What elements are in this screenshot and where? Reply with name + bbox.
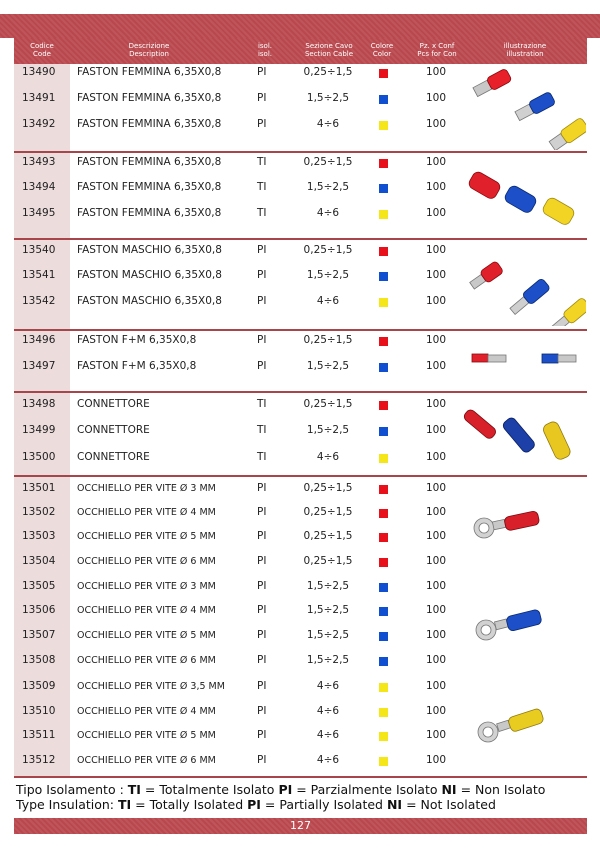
product-code: 13493 (22, 156, 56, 168)
header-illustration: illustrazione illustration (503, 42, 547, 58)
color-swatch (379, 427, 388, 436)
cable-section: 4÷6 (316, 118, 340, 130)
cable-section: 0,25÷1,5 (303, 156, 353, 168)
isolation-type: TI (257, 424, 267, 436)
group-divider (14, 475, 587, 477)
faston-fm-illustration (462, 340, 586, 380)
product-description: OCCHIELLO PER VITE Ø 3,5 MM (77, 681, 225, 692)
cable-section: 1,5÷2,5 (306, 654, 350, 666)
isolation-type: PI (257, 295, 267, 307)
isolation-type: PI (257, 705, 267, 717)
cable-section: 0,25÷1,5 (303, 334, 353, 346)
product-code: 13512 (22, 754, 56, 766)
color-swatch (379, 69, 388, 78)
product-description: FASTON MASCHIO 6,35X0,8 (77, 244, 222, 256)
isolation-type: PI (257, 555, 267, 567)
header-section: Sezione Cavo Section Cable (304, 42, 354, 58)
product-code: 13540 (22, 244, 56, 256)
header-code: Codice Code (30, 42, 54, 58)
table-header (14, 38, 587, 64)
product-code: 13508 (22, 654, 56, 666)
product-description: FASTON FEMMINA 6,35X0,8 (77, 181, 222, 193)
product-code: 13509 (22, 680, 56, 692)
color-swatch (379, 184, 388, 193)
pieces-per-pack: 100 (425, 295, 447, 307)
isolation-type: TI (257, 207, 267, 219)
cable-section: 0,25÷1,5 (303, 530, 353, 542)
isolation-type: PI (257, 580, 267, 592)
pieces-per-pack: 100 (425, 580, 447, 592)
top-band (0, 14, 600, 38)
isolation-type: TI (257, 156, 267, 168)
product-code: 13501 (22, 482, 56, 494)
color-swatch (379, 683, 388, 692)
table-row (14, 677, 587, 697)
cable-section: 4÷6 (316, 451, 340, 463)
isolation-type: PI (257, 66, 267, 78)
product-code: 13510 (22, 705, 56, 717)
header-description: Descrizione Description (128, 42, 170, 58)
color-swatch (379, 533, 388, 542)
isolation-type: PI (257, 92, 267, 104)
product-code: 13507 (22, 629, 56, 641)
color-swatch (379, 632, 388, 641)
header-color: Colore Color (370, 42, 394, 58)
pieces-per-pack: 100 (425, 451, 447, 463)
group-divider (14, 391, 587, 393)
product-code: 13506 (22, 604, 56, 616)
color-swatch (379, 509, 388, 518)
pieces-per-pack: 100 (425, 680, 447, 692)
product-description: FASTON FEMMINA 6,35X0,8 (77, 92, 222, 104)
color-swatch (379, 363, 388, 372)
group-divider (14, 776, 587, 778)
connector-illustration (462, 398, 586, 464)
color-swatch (379, 210, 388, 219)
color-swatch (379, 708, 388, 717)
product-code: 13499 (22, 424, 56, 436)
color-swatch (379, 607, 388, 616)
isolation-type: PI (257, 729, 267, 741)
color-swatch (379, 485, 388, 494)
product-description: OCCHIELLO PER VITE Ø 4 MM (77, 706, 216, 717)
pieces-per-pack: 100 (425, 92, 447, 104)
isolation-type: PI (257, 754, 267, 766)
product-description: FASTON FEMMINA 6,35X0,8 (77, 207, 222, 219)
table-row (14, 552, 587, 572)
product-code: 13497 (22, 360, 56, 372)
cable-section: 4÷6 (316, 680, 340, 692)
isolation-type: PI (257, 482, 267, 494)
isolation-type: PI (257, 244, 267, 256)
isolation-type: PI (257, 680, 267, 692)
isolation-type: TI (257, 181, 267, 193)
pieces-per-pack: 100 (425, 530, 447, 542)
color-swatch (379, 657, 388, 666)
pieces-per-pack: 100 (425, 629, 447, 641)
product-code: 13505 (22, 580, 56, 592)
isolation-type: PI (257, 360, 267, 372)
isolation-type: PI (257, 334, 267, 346)
color-swatch (379, 159, 388, 168)
pieces-per-pack: 100 (425, 398, 447, 410)
color-swatch (379, 454, 388, 463)
product-description: OCCHIELLO PER VITE Ø 6 MM (77, 655, 216, 666)
color-swatch (379, 247, 388, 256)
faston-female-pi-illustration (462, 66, 586, 150)
isolation-type: TI (257, 398, 267, 410)
product-description: OCCHIELLO PER VITE Ø 6 MM (77, 556, 216, 567)
product-code: 13498 (22, 398, 56, 410)
legend-italian: Tipo Isolamento : TI = Totalmente Isolato PI = Parzialmente Isolato NI = Non Isolato (16, 782, 546, 797)
isolation-type: PI (257, 654, 267, 666)
product-code: 13494 (22, 181, 56, 193)
color-swatch (379, 298, 388, 307)
product-description: FASTON FEMMINA 6,35X0,8 (77, 66, 222, 78)
cable-section: 0,25÷1,5 (303, 66, 353, 78)
cable-section: 0,25÷1,5 (303, 244, 353, 256)
cable-section: 0,25÷1,5 (303, 506, 353, 518)
ring-terminal-blue-illustration (462, 600, 586, 644)
product-description: OCCHIELLO PER VITE Ø 3 MM (77, 581, 216, 592)
product-description: CONNETTORE (77, 424, 150, 436)
table-row (14, 651, 587, 671)
product-code: 13541 (22, 269, 56, 281)
product-code: 13504 (22, 555, 56, 567)
pieces-per-pack: 100 (425, 181, 447, 193)
product-description: OCCHIELLO PER VITE Ø 4 MM (77, 507, 216, 518)
cable-section: 1,5÷2,5 (306, 604, 350, 616)
pieces-per-pack: 100 (425, 604, 447, 616)
isolation-type: PI (257, 530, 267, 542)
cable-section: 1,5÷2,5 (306, 629, 350, 641)
cable-section: 0,25÷1,5 (303, 482, 353, 494)
color-swatch (379, 732, 388, 741)
pieces-per-pack: 100 (425, 207, 447, 219)
legend-english: Type Insulation: TI = Totally Isolated PI = Partially Isolated NI = Not Isolated (16, 797, 496, 812)
cable-section: 1,5÷2,5 (306, 580, 350, 592)
pieces-per-pack: 100 (425, 754, 447, 766)
isolation-type: PI (257, 118, 267, 130)
faston-female-ti-illustration (462, 156, 586, 232)
pieces-per-pack: 100 (425, 424, 447, 436)
cable-section: 1,5÷2,5 (306, 181, 350, 193)
color-swatch (379, 757, 388, 766)
product-description: FASTON F+M 6,35X0,8 (77, 360, 197, 372)
product-code: 13500 (22, 451, 56, 463)
cable-section: 4÷6 (316, 207, 340, 219)
product-description: OCCHIELLO PER VITE Ø 6 MM (77, 755, 216, 766)
color-swatch (379, 401, 388, 410)
table-row (14, 577, 587, 597)
product-description: FASTON MASCHIO 6,35X0,8 (77, 295, 222, 307)
pieces-per-pack: 100 (425, 244, 447, 256)
product-description: CONNETTORE (77, 398, 150, 410)
product-description: OCCHIELLO PER VITE Ø 5 MM (77, 531, 216, 542)
product-description: FASTON FEMMINA 6,35X0,8 (77, 118, 222, 130)
isolation-type: PI (257, 629, 267, 641)
pieces-per-pack: 100 (425, 482, 447, 494)
header-isol: isol. isol. (257, 42, 273, 58)
product-description: FASTON FEMMINA 6,35X0,8 (77, 156, 222, 168)
color-swatch (379, 95, 388, 104)
cable-section: 0,25÷1,5 (303, 555, 353, 567)
product-description: CONNETTORE (77, 451, 150, 463)
product-description: OCCHIELLO PER VITE Ø 4 MM (77, 605, 216, 616)
product-code: 13491 (22, 92, 56, 104)
faston-male-illustration (462, 246, 586, 326)
product-description: OCCHIELLO PER VITE Ø 3 MM (77, 483, 216, 494)
isolation-type: PI (257, 506, 267, 518)
table-row (14, 751, 587, 771)
isolation-type: PI (257, 604, 267, 616)
product-code: 13542 (22, 295, 56, 307)
page-footer (14, 818, 587, 834)
ring-terminal-yellow-illustration (462, 702, 586, 746)
isolation-type: PI (257, 269, 267, 281)
product-description: FASTON MASCHIO 6,35X0,8 (77, 269, 222, 281)
cable-section: 4÷6 (316, 729, 340, 741)
header-pcs: Pz. x Conf Pcs for Con (417, 42, 457, 58)
isolation-type: TI (257, 451, 267, 463)
color-swatch (379, 121, 388, 130)
product-description: OCCHIELLO PER VITE Ø 5 MM (77, 730, 216, 741)
product-code: 13503 (22, 530, 56, 542)
color-swatch (379, 337, 388, 346)
product-code: 13511 (22, 729, 56, 741)
color-swatch (379, 583, 388, 592)
page-number: 127 (290, 819, 311, 832)
pieces-per-pack: 100 (425, 360, 447, 372)
pieces-per-pack: 100 (425, 118, 447, 130)
pieces-per-pack: 100 (425, 66, 447, 78)
ring-terminal-red-illustration (462, 502, 586, 546)
pieces-per-pack: 100 (425, 654, 447, 666)
product-code: 13490 (22, 66, 56, 78)
pieces-per-pack: 100 (425, 555, 447, 567)
product-code: 13495 (22, 207, 56, 219)
cable-section: 1,5÷2,5 (306, 92, 350, 104)
cable-section: 1,5÷2,5 (306, 360, 350, 372)
cable-section: 1,5÷2,5 (306, 269, 350, 281)
pieces-per-pack: 100 (425, 506, 447, 518)
product-code: 13496 (22, 334, 56, 346)
product-description: OCCHIELLO PER VITE Ø 5 MM (77, 630, 216, 641)
color-swatch (379, 272, 388, 281)
pieces-per-pack: 100 (425, 156, 447, 168)
cable-section: 1,5÷2,5 (306, 424, 350, 436)
group-divider (14, 238, 587, 240)
pieces-per-pack: 100 (425, 334, 447, 346)
pieces-per-pack: 100 (425, 705, 447, 717)
cable-section: 4÷6 (316, 754, 340, 766)
table-row (14, 479, 587, 499)
cable-section: 4÷6 (316, 295, 340, 307)
product-description: FASTON F+M 6,35X0,8 (77, 334, 197, 346)
pieces-per-pack: 100 (425, 729, 447, 741)
cable-section: 4÷6 (316, 705, 340, 717)
color-swatch (379, 558, 388, 567)
product-code: 13502 (22, 506, 56, 518)
pieces-per-pack: 100 (425, 269, 447, 281)
product-code: 13492 (22, 118, 56, 130)
cable-section: 0,25÷1,5 (303, 398, 353, 410)
